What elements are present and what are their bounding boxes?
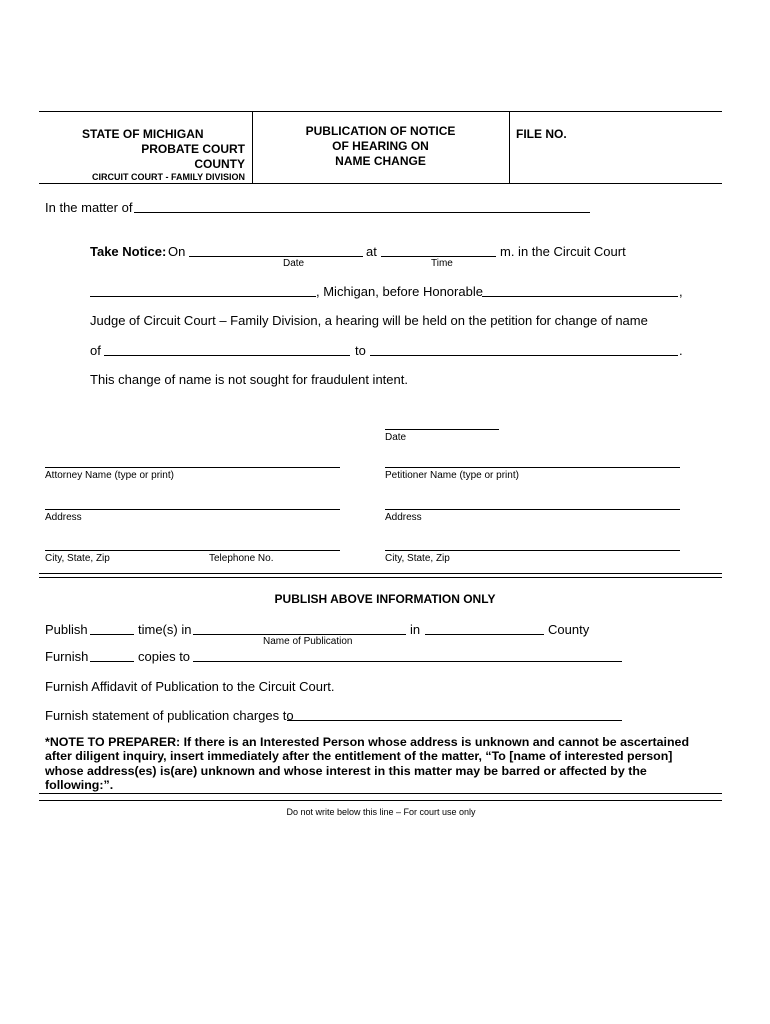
attorney-city-caption: City, State, Zip <box>45 553 110 564</box>
times-in-label: time(s) in <box>138 622 192 637</box>
to-label: to <box>355 343 366 358</box>
header-bottom-rule <box>39 183 722 184</box>
date-caption: Date <box>283 258 305 269</box>
attorney-address-field[interactable] <box>45 509 340 510</box>
judge-comma: , <box>679 284 683 299</box>
petitioner-city-field[interactable] <box>385 550 680 551</box>
m-circuit-label: m. in the Circuit Court <box>500 244 626 259</box>
probate-label: PROBATE COURT <box>141 142 245 156</box>
attorney-name-caption: Attorney Name (type or print) <box>45 470 174 481</box>
hearing-date-field[interactable] <box>189 256 363 257</box>
publish-times-field[interactable] <box>90 634 134 635</box>
hearing-time-field[interactable] <box>381 256 496 257</box>
header-divider-right <box>509 111 510 183</box>
petitioner-name-field[interactable] <box>385 467 680 468</box>
state-label: STATE OF MICHIGAN <box>82 127 204 141</box>
petitioner-address-field[interactable] <box>385 509 680 510</box>
bottom-rule-2 <box>39 800 722 801</box>
publication-name-field[interactable] <box>193 634 406 635</box>
of-label: of <box>90 343 101 358</box>
signature-date-caption: Date <box>385 432 407 443</box>
time-caption: Time <box>431 258 453 269</box>
title-line-3: NAME CHANGE <box>335 154 426 168</box>
publication-county-field[interactable] <box>425 634 544 635</box>
county-word: County <box>548 622 590 637</box>
affidavit-statement: Furnish Affidavit of Publication to the Circuit Court. <box>45 679 335 694</box>
section-rule-1 <box>39 573 722 574</box>
not-fraud-statement: This change of name is not sought for fraudulent intent. <box>90 372 408 387</box>
copies-to-field[interactable] <box>193 661 622 662</box>
copies-to-label: copies to <box>138 649 191 664</box>
to-period: . <box>679 343 683 358</box>
in-matter-label: In the matter of <box>45 200 133 215</box>
circuit-label: CIRCUIT COURT - FAMILY DIVISION <box>91 172 245 182</box>
new-name-field[interactable] <box>370 355 678 356</box>
title-line-2: OF HEARING ON <box>332 139 429 153</box>
furnish-copies-field[interactable] <box>90 661 134 662</box>
take-notice-label: Take Notice: <box>90 244 167 259</box>
county-label: COUNTY <box>194 157 245 171</box>
in-matter-field[interactable] <box>134 212 590 213</box>
current-name-field[interactable] <box>104 355 350 356</box>
attorney-name-field[interactable] <box>45 467 340 468</box>
at-label: at <box>366 244 377 259</box>
judge-line: Judge of Circuit Court – Family Division, a hearing will be held on the petition for change of name <box>90 313 648 328</box>
title-line-1: PUBLICATION OF NOTICE <box>305 124 456 138</box>
publish-heading: PUBLISH ABOVE INFORMATION ONLY <box>274 592 496 606</box>
in-label: in <box>410 622 421 637</box>
publish-label: Publish <box>45 622 88 637</box>
file-no-label: FILE NO. <box>516 127 567 141</box>
petitioner-name-caption: Petitioner Name (type or print) <box>385 470 519 481</box>
petitioner-city-caption: City, State, Zip <box>385 553 450 564</box>
on-label: On <box>168 244 186 259</box>
attorney-address-caption: Address <box>45 512 82 523</box>
publication-name-caption: Name of Publication <box>263 636 353 647</box>
signature-date-field[interactable] <box>385 429 499 430</box>
furnish-label: Furnish <box>45 649 89 664</box>
section-rule-2 <box>39 577 722 578</box>
bottom-rule-1 <box>39 793 722 794</box>
petitioner-address-caption: Address <box>385 512 422 523</box>
statement-to-field[interactable] <box>287 720 622 721</box>
court-use-label: Do not write below this line – For court use only <box>286 807 476 817</box>
michigan-before-label: , Michigan, before Honorable <box>316 284 483 299</box>
telephone-caption: Telephone No. <box>209 553 274 564</box>
statement-label: Furnish statement of publication charges to <box>45 708 294 723</box>
header-top-rule <box>39 111 722 112</box>
judge-name-field[interactable] <box>482 296 678 297</box>
note-to-preparer: *NOTE TO PREPARER: If there is an Interested Person whose address is unknown and cannot be ascertained after diligent inquiry, insert immediately after the entitlement of the matter, “To [name of interested person] whose address(es) is(are) unknown and whose interest in this matter may be barred or affected by the following:”. <box>45 735 690 793</box>
attorney-city-field[interactable] <box>45 550 340 551</box>
city-field[interactable] <box>90 296 316 297</box>
